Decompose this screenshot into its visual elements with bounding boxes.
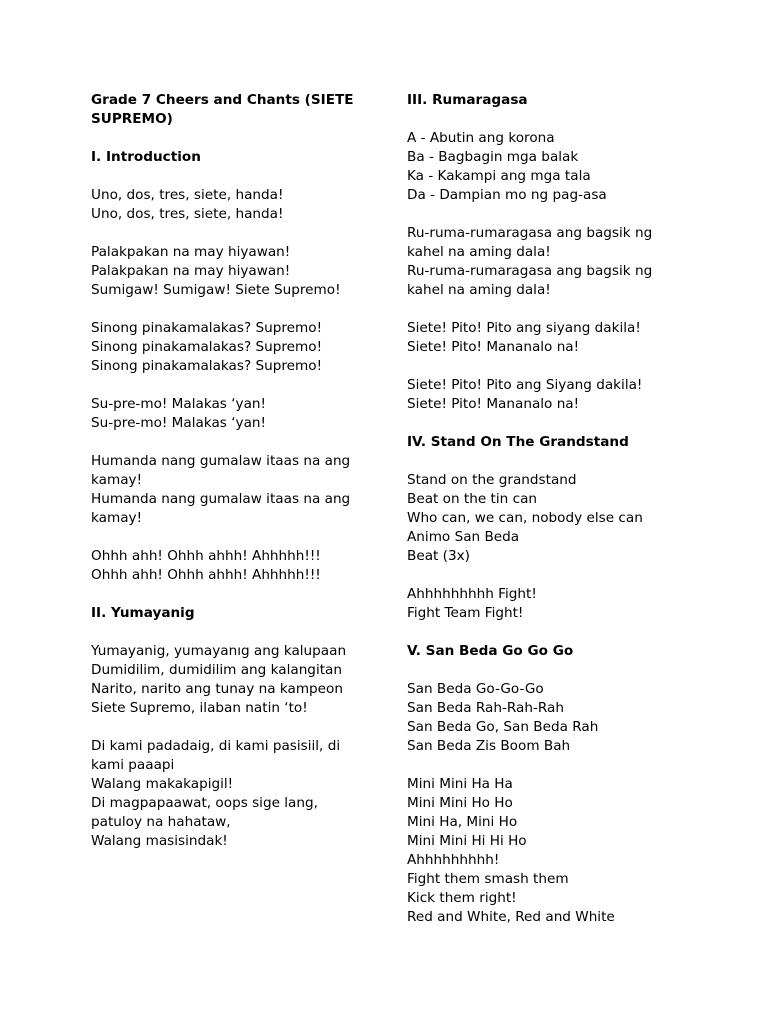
lyric-line: Beat on the tin can (407, 491, 538, 507)
lyric-line: Palakpakan na may hiyawan! (91, 263, 291, 279)
stanza (407, 129, 707, 205)
lyric-line: Stand on the grandstand (407, 472, 577, 488)
spacer (91, 300, 371, 319)
lyric-line: Su-pre-mo! Malakas ‘yan! (91, 415, 266, 431)
lyric-line: kamay! (91, 472, 143, 488)
lyric-line: Kick them right! (407, 890, 517, 906)
spacer (91, 376, 371, 395)
lyric-line: San Beda Go-Go-Go (407, 681, 544, 697)
lyric-line: kami paaapi (91, 757, 175, 773)
section-heading: V. San Beda Go Go Go (407, 643, 574, 659)
lyric-line: Siete Supremo, ilaban natin ‘to! (91, 700, 308, 716)
lyric-line: Yumayanig, yumayanıg ang kalupaan (91, 643, 347, 659)
lyric-line: Su-pre-mo! Malakas ‘yan! (91, 396, 266, 412)
spacer (407, 300, 707, 319)
spacer (91, 623, 371, 642)
lyric-line: Mini Ha, Mini Ho (407, 814, 518, 830)
lyric-line: Ru-ruma-rumaragasa ang bagsik ng (407, 225, 653, 241)
lyric-line: Animo San Beda (407, 529, 520, 545)
stanza (407, 319, 707, 357)
lyric-line: Di kami padadaig, di kami pasisiil, di (91, 738, 341, 754)
lyric-line: Sinong pinakamalakas? Supremo! (91, 339, 323, 355)
lyric-line: Who can, we can, nobody else can (407, 510, 643, 526)
stanza (407, 471, 707, 566)
spacer (91, 528, 371, 547)
lyric-line: Humanda nang gumalaw itaas na ang (91, 491, 351, 507)
lyric-line: Mini Mini Ho Ho (407, 795, 513, 811)
spacer (91, 167, 371, 186)
stanza (407, 775, 707, 927)
spacer (91, 224, 371, 243)
section-heading: II. Yumayanig (91, 605, 195, 621)
section-heading: III. Rumaragasa (407, 92, 528, 108)
right-sections (407, 91, 707, 927)
lyric-line: Ohhh ahh! Ohhh ahhh! Ahhhhh!!! (91, 567, 321, 583)
lyric-line: Siete! Pito! Pito ang siyang dakila! (407, 320, 641, 336)
stanza (407, 680, 707, 756)
lyric-line: Sinong pinakamalakas? Supremo! (91, 358, 323, 374)
lyric-line: Ahhhhhhhhh! (407, 852, 500, 868)
stanza (91, 547, 371, 585)
lyric-line: Sinong pinakamalakas? Supremo! (91, 320, 323, 336)
spacer (91, 129, 371, 148)
spacer (407, 357, 707, 376)
left-column (91, 91, 371, 851)
spacer (407, 756, 707, 775)
lyric-line: Red and White, Red and White (407, 909, 615, 925)
lyric-line: kahel na aming dala! (407, 282, 551, 298)
lyric-line: San Beda Go, San Beda Rah (407, 719, 599, 735)
spacer (407, 110, 707, 129)
spacer (91, 718, 371, 737)
stanza (407, 376, 707, 414)
stanza (91, 186, 371, 224)
stanza (91, 642, 371, 718)
spacer (407, 623, 707, 642)
document-title (91, 91, 371, 129)
lyric-line: Uno, dos, tres, siete, handa! (91, 206, 284, 222)
lyric-line: Siete! Pito! Pito ang Siyang dakila! (407, 377, 643, 393)
section-san-beda-go-go-go (407, 642, 707, 927)
lyric-line: Di magpapaawat, oops sige lang, (91, 795, 318, 811)
lyric-line: patuloy na hahataw, (91, 814, 231, 830)
left-sections (91, 129, 371, 851)
lyric-line: San Beda Rah-Rah-Rah (407, 700, 564, 716)
lyric-line: kahel na aming dala! (407, 244, 551, 260)
lyric-line: San Beda Zis Boom Bah (407, 738, 571, 754)
lyric-line: Sumigaw! Sumigaw! Siete Supremo! (91, 282, 341, 298)
lyric-line: Mini Mini Hi Hi Ho (407, 833, 527, 849)
lyric-line: Ahhhhhhhhh Fight! (407, 586, 537, 602)
document-title-line: SUPREMO) (91, 111, 173, 127)
right-column (407, 91, 707, 927)
spacer (407, 414, 707, 433)
document-title-line: Grade 7 Cheers and Chants (SIETE (91, 92, 354, 108)
stanza (91, 452, 371, 528)
lyric-line: Ba - Bagbagin mga balak (407, 149, 579, 165)
lyric-line: Palakpakan na may hiyawan! (91, 244, 291, 260)
stanza (91, 243, 371, 300)
lyric-line: Fight Team Fight! (407, 605, 524, 621)
stanza (91, 737, 371, 851)
section-introduction (91, 148, 371, 585)
lyric-line: kamay! (91, 510, 143, 526)
lyric-line: Ohhh ahh! Ohhh ahhh! Ahhhhh!!! (91, 548, 321, 564)
lyric-line: Uno, dos, tres, siete, handa! (91, 187, 284, 203)
lyric-line: Narito, narito ang tunay na kampeon (91, 681, 343, 697)
section-heading: IV. Stand On The Grandstand (407, 434, 629, 450)
stanza (407, 224, 707, 300)
lyric-line: Beat (3x) (407, 548, 470, 564)
lyric-line: Walang makakapigil! (91, 776, 234, 792)
stanza (91, 319, 371, 376)
spacer (91, 433, 371, 452)
lyric-line: Mini Mini Ha Ha (407, 776, 513, 792)
spacer (91, 585, 371, 604)
lyric-line: Dumidilim, dumidilim ang kalangitan (91, 662, 342, 678)
lyric-line: Fight them smash them (407, 871, 569, 887)
lyric-line: Siete! Pito! Mananalo na! (407, 396, 580, 412)
section-heading: I. Introduction (91, 149, 201, 165)
section-yumayanig (91, 604, 371, 851)
spacer (407, 566, 707, 585)
lyric-line: Humanda nang gumalaw itaas na ang (91, 453, 351, 469)
lyric-line: Da - Dampian mo ng pag-asa (407, 187, 607, 203)
lyric-line: Ru-ruma-rumaragasa ang bagsik ng (407, 263, 653, 279)
section-stand-on-the-grandstand (407, 433, 707, 623)
spacer (407, 661, 707, 680)
lyric-line: Walang masisindak! (91, 833, 228, 849)
stanza (407, 585, 707, 623)
lyric-line: Ka - Kakampi ang mga tala (407, 168, 591, 184)
spacer (407, 452, 707, 471)
spacer (407, 205, 707, 224)
lyric-line: A - Abutin ang korona (407, 130, 555, 146)
section-rumaragasa (407, 91, 707, 414)
stanza (91, 395, 371, 433)
lyric-line: Siete! Pito! Mananalo na! (407, 339, 580, 355)
